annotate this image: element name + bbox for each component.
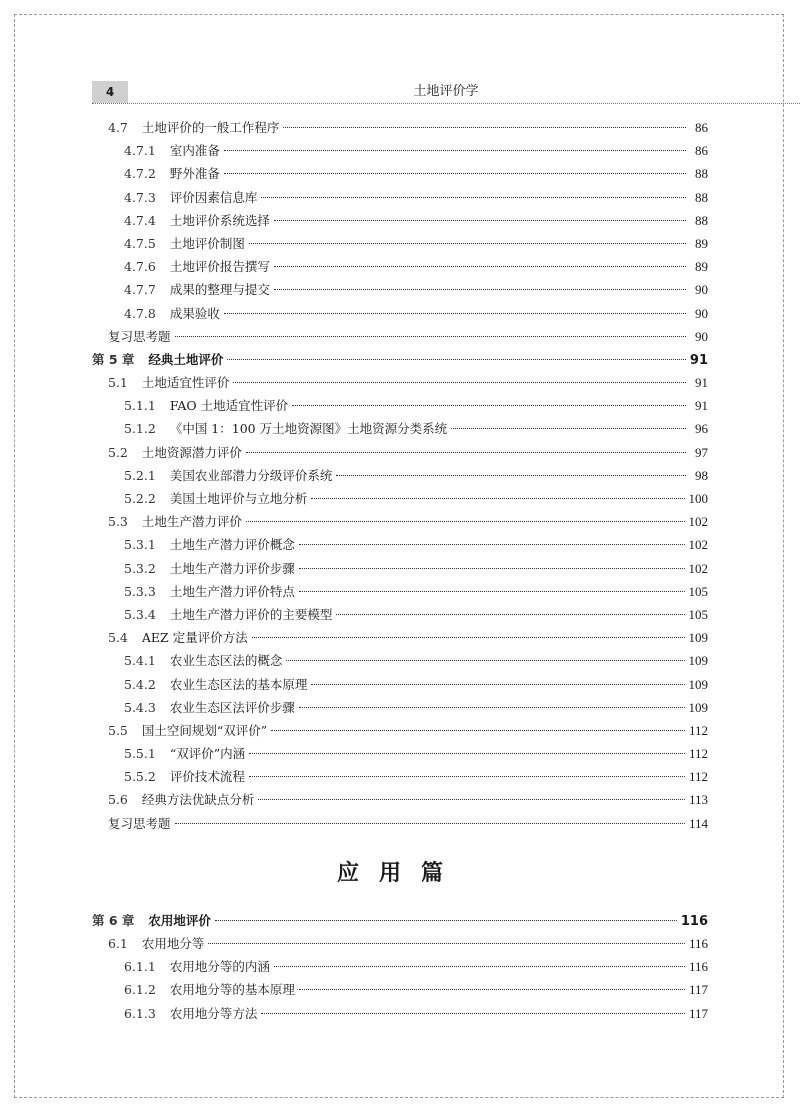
- dot-leader: [283, 127, 686, 128]
- toc-entry[interactable]: [92, 698, 708, 721]
- toc-entry[interactable]: [92, 1004, 708, 1027]
- toc-entry-number: 5.2: [108, 444, 128, 460]
- toc-entry[interactable]: [92, 234, 708, 257]
- toc-entry-page: 89: [695, 235, 708, 251]
- toc-entry-title: 农业生态区法的概念: [169, 653, 283, 669]
- dot-leader: [274, 289, 686, 290]
- toc-entry-number: 第 6 章: [92, 912, 135, 928]
- toc-entry[interactable]: [92, 814, 708, 837]
- toc-entry-page: 90: [695, 328, 708, 344]
- toc-entry-title: 评价因素信息库: [169, 189, 258, 205]
- toc-entry-title: 农用地分等的内涵: [169, 959, 270, 975]
- toc-entry-number: 5.4.1: [124, 653, 156, 669]
- toc-entry-title: 土地评价系统选择: [169, 212, 270, 228]
- toc-entry-page: 112: [688, 769, 708, 785]
- toc-entry-page: 117: [688, 1005, 708, 1021]
- page-header: [92, 81, 800, 103]
- toc-entry[interactable]: [92, 211, 708, 234]
- dot-leader: [261, 1013, 685, 1014]
- toc-entry-number: 5.3: [108, 514, 128, 530]
- toc-entry-number: 5.3.3: [124, 583, 156, 599]
- toc-entry[interactable]: [92, 651, 708, 674]
- toc-entry-number: 5.4.3: [124, 699, 156, 715]
- toc-entry-number: 4.7.2: [124, 166, 156, 182]
- toc-entry[interactable]: [92, 489, 708, 512]
- dot-leader: [224, 313, 686, 314]
- toc-entry-page: 116: [688, 936, 708, 951]
- toc-entry-number: 5.2.2: [124, 491, 156, 506]
- toc-entry-number: 5.3.4: [124, 606, 156, 622]
- toc-entry[interactable]: [92, 396, 708, 419]
- toc-entry-page: 91: [695, 398, 708, 414]
- dot-leader: [336, 475, 686, 476]
- toc-entry-title: 土地评价的一般工作程序: [141, 120, 280, 135]
- part-heading: 应用篇: [336, 860, 463, 887]
- toc-entry[interactable]: [92, 512, 708, 535]
- toc-entry-number: 4.7: [108, 120, 128, 135]
- toc-entry-title: 农用地分等: [141, 936, 205, 951]
- dot-leader: [299, 544, 685, 545]
- toc-entry[interactable]: [92, 721, 708, 744]
- toc-entry-title: 野外准备: [169, 166, 220, 182]
- toc-entry-title: “双评价”内涵: [169, 746, 246, 762]
- toc-chapter-entry[interactable]: [92, 350, 708, 373]
- toc-entry-title: 室内准备: [169, 143, 220, 159]
- toc-entry-page: 89: [695, 259, 708, 275]
- toc-entry-page: 102: [688, 514, 708, 530]
- dot-leader: [208, 943, 685, 944]
- toc-entry-number: 5.5: [108, 722, 128, 738]
- toc-entry-title: 土地生产潜力评价概念: [169, 537, 295, 553]
- toc-entry[interactable]: [92, 466, 708, 489]
- toc-entry-title: 农用地评价: [148, 912, 211, 928]
- toc-entry[interactable]: [92, 559, 708, 582]
- toc-entry-title: 农业生态区法的基本原理: [169, 676, 308, 692]
- toc-entry-title: 成果验收: [169, 305, 220, 321]
- toc-entry[interactable]: [92, 327, 708, 350]
- toc-entry-page: 90: [695, 282, 708, 298]
- dot-leader: [224, 173, 686, 174]
- dot-leader: [252, 637, 685, 638]
- dot-leader: [249, 776, 685, 777]
- toc-entry-page: 86: [695, 143, 708, 159]
- toc-entry-number: 5.3.2: [124, 560, 156, 576]
- dot-leader: [271, 730, 685, 731]
- dot-leader: [227, 359, 685, 360]
- toc-entry-number: 4.7.4: [124, 212, 156, 228]
- toc-entry[interactable]: [92, 257, 708, 280]
- dot-leader: [261, 197, 686, 198]
- toc-entry[interactable]: [92, 628, 708, 651]
- dot-leader: [299, 568, 685, 569]
- toc-entry-page: 114: [688, 815, 708, 831]
- toc-entry-number: 5.5.1: [124, 746, 156, 762]
- dot-leader: [311, 684, 684, 685]
- dot-leader: [292, 405, 686, 406]
- toc-entry[interactable]: [92, 675, 708, 698]
- toc-entry-number: 6.1.2: [124, 982, 156, 998]
- toc-entry-page: 105: [688, 583, 708, 599]
- toc-entry-page: 88: [695, 189, 708, 205]
- toc-entry-title: 国土空间规划“双评价”: [141, 722, 268, 738]
- dot-leader: [175, 823, 685, 824]
- dot-leader: [175, 336, 686, 337]
- toc-entry-number: 5.4.2: [124, 676, 156, 692]
- dot-leader: [246, 521, 685, 522]
- toc-entry-number: 5.1.1: [124, 398, 156, 414]
- toc-entry-title: 经典方法优缺点分析: [141, 792, 255, 808]
- toc-entry-page: 91: [689, 352, 708, 368]
- toc-entry-title: 经典土地评价: [148, 351, 224, 367]
- toc-entry-page: 109: [688, 699, 708, 715]
- dot-leader: [215, 920, 677, 921]
- dot-leader: [249, 243, 686, 244]
- toc-entry-page: 88: [695, 166, 708, 182]
- toc-entry-number: 5.2.1: [124, 467, 156, 483]
- toc-entry-page: 109: [688, 653, 708, 669]
- toc-entry-page: 109: [688, 676, 708, 692]
- toc-entry-number: 第 5 章: [92, 351, 135, 367]
- dot-leader: [299, 591, 685, 592]
- toc-entry-page: 86: [695, 120, 708, 135]
- toc-entry-title: 土地评价报告撰写: [169, 259, 270, 275]
- toc-entry-page: 90: [695, 305, 708, 321]
- toc-entry-title: 农用地分等方法: [169, 1005, 258, 1021]
- toc-entry-page: 105: [688, 606, 708, 622]
- toc-entry-page: 116: [688, 959, 708, 975]
- toc-entry-title: 农业生态区法评价步骤: [169, 699, 295, 715]
- toc-entry-number: 5.1: [108, 375, 128, 391]
- toc-entry[interactable]: [92, 535, 708, 558]
- toc-entry-number: 5.5.2: [124, 769, 156, 785]
- toc-entry-number: 4.7.7: [124, 282, 156, 298]
- toc-entry-number: 5.3.1: [124, 537, 156, 553]
- toc-entry[interactable]: [92, 767, 708, 790]
- dot-leader: [299, 989, 685, 990]
- toc-entry-page: 98: [695, 467, 708, 483]
- toc-entry-page: 102: [688, 560, 708, 576]
- toc-entry-title: 复习思考题: [108, 328, 171, 344]
- toc-entry-number: 6.1.3: [124, 1005, 156, 1021]
- toc-list-after: [92, 911, 708, 1027]
- toc-entry-title: 复习思考题: [108, 815, 171, 831]
- toc-entry-title: 土地资源潜力评价: [141, 444, 242, 460]
- dot-leader: [246, 452, 686, 453]
- toc-entry-page: 113: [688, 792, 708, 808]
- dot-leader: [233, 382, 686, 383]
- toc-entry-page: 117: [688, 982, 708, 998]
- toc-entry[interactable]: [92, 118, 708, 141]
- toc-entry-title: 评价技术流程: [169, 769, 245, 785]
- toc-entry-number: 5.6: [108, 792, 128, 808]
- toc-entry-title: 成果的整理与提交: [169, 282, 270, 298]
- toc-entry[interactable]: [92, 443, 708, 466]
- toc-entry[interactable]: [92, 934, 708, 957]
- toc-entry-title: 土地生产潜力评价特点: [169, 583, 295, 599]
- toc-entry-number: 4.7.1: [124, 143, 156, 159]
- toc-entry[interactable]: [92, 419, 708, 442]
- toc-entry-number: 4.7.6: [124, 259, 156, 275]
- toc-entry-number: 5.4: [108, 630, 128, 646]
- toc-entry-title: 农用地分等的基本原理: [169, 982, 295, 998]
- toc-entry[interactable]: [92, 582, 708, 605]
- toc-entry-page: 96: [695, 421, 708, 437]
- dot-leader: [451, 428, 686, 429]
- toc-entry[interactable]: [92, 980, 708, 1003]
- toc-list-before: [92, 118, 708, 837]
- toc-entry-number: 5.1.2: [124, 421, 156, 437]
- toc-entry-page: 112: [688, 746, 708, 762]
- toc-entry[interactable]: [92, 188, 708, 211]
- toc-entry[interactable]: [92, 744, 708, 767]
- toc-entry-page: 112: [688, 722, 708, 738]
- toc-entry-title: 美国土地评价与立地分析: [169, 491, 308, 506]
- toc-entry-page: 116: [680, 913, 708, 929]
- toc-entry[interactable]: [92, 957, 708, 980]
- dot-leader: [258, 799, 685, 800]
- toc-entry-title: 土地生产潜力评价: [141, 514, 242, 530]
- toc-entry-title: FAO 土地适宜性评价: [169, 398, 289, 414]
- toc-entry-number: 6.1: [108, 936, 128, 951]
- dot-leader: [299, 707, 685, 708]
- running-title: 土地评价学: [413, 84, 479, 99]
- dot-leader: [336, 614, 684, 615]
- toc-entry-page: 100: [688, 491, 708, 506]
- toc-entry-title: 土地生产潜力评价步骤: [169, 560, 295, 576]
- toc-entry-title: 土地适宜性评价: [141, 375, 230, 391]
- toc-entry[interactable]: [92, 280, 708, 303]
- toc-entry-number: 4.7.5: [124, 235, 156, 251]
- toc-entry-title: 美国农业部潜力分级评价系统: [169, 467, 333, 483]
- dot-leader: [274, 220, 686, 221]
- toc-entry-page: 102: [688, 537, 708, 553]
- toc-entry-page: 97: [695, 444, 708, 460]
- toc-entry[interactable]: [92, 373, 708, 396]
- table-of-contents: [92, 118, 708, 1027]
- toc-entry[interactable]: [92, 141, 708, 164]
- toc-entry-title: 土地生产潜力评价的主要模型: [169, 606, 333, 622]
- toc-entry[interactable]: [92, 164, 708, 187]
- dot-leader: [249, 753, 685, 754]
- dot-leader: [274, 966, 685, 967]
- dot-leader: [311, 498, 684, 499]
- toc-entry[interactable]: [92, 304, 708, 327]
- toc-entry-title: 土地评价制图: [169, 235, 245, 251]
- dot-leader: [224, 150, 686, 151]
- toc-entry-page: 109: [688, 630, 708, 646]
- toc-entry[interactable]: [92, 790, 708, 813]
- toc-entry-title: AEZ 定量评价方法: [141, 630, 248, 646]
- dot-leader: [286, 660, 684, 661]
- page-number: 4: [92, 81, 128, 103]
- toc-entry-title: 《中国 1：100 万土地资源图》土地资源分类系统: [169, 421, 448, 437]
- toc-entry[interactable]: [92, 605, 708, 628]
- dot-leader: [274, 266, 686, 267]
- toc-entry-number: 4.7.8: [124, 305, 156, 321]
- toc-entry-page: 91: [695, 375, 708, 391]
- toc-entry-number: 6.1.1: [124, 959, 156, 975]
- toc-entry-number: 4.7.3: [124, 189, 156, 205]
- header-rule: [92, 103, 800, 104]
- toc-chapter-entry[interactable]: [92, 911, 708, 934]
- toc-entry-page: 88: [695, 212, 708, 228]
